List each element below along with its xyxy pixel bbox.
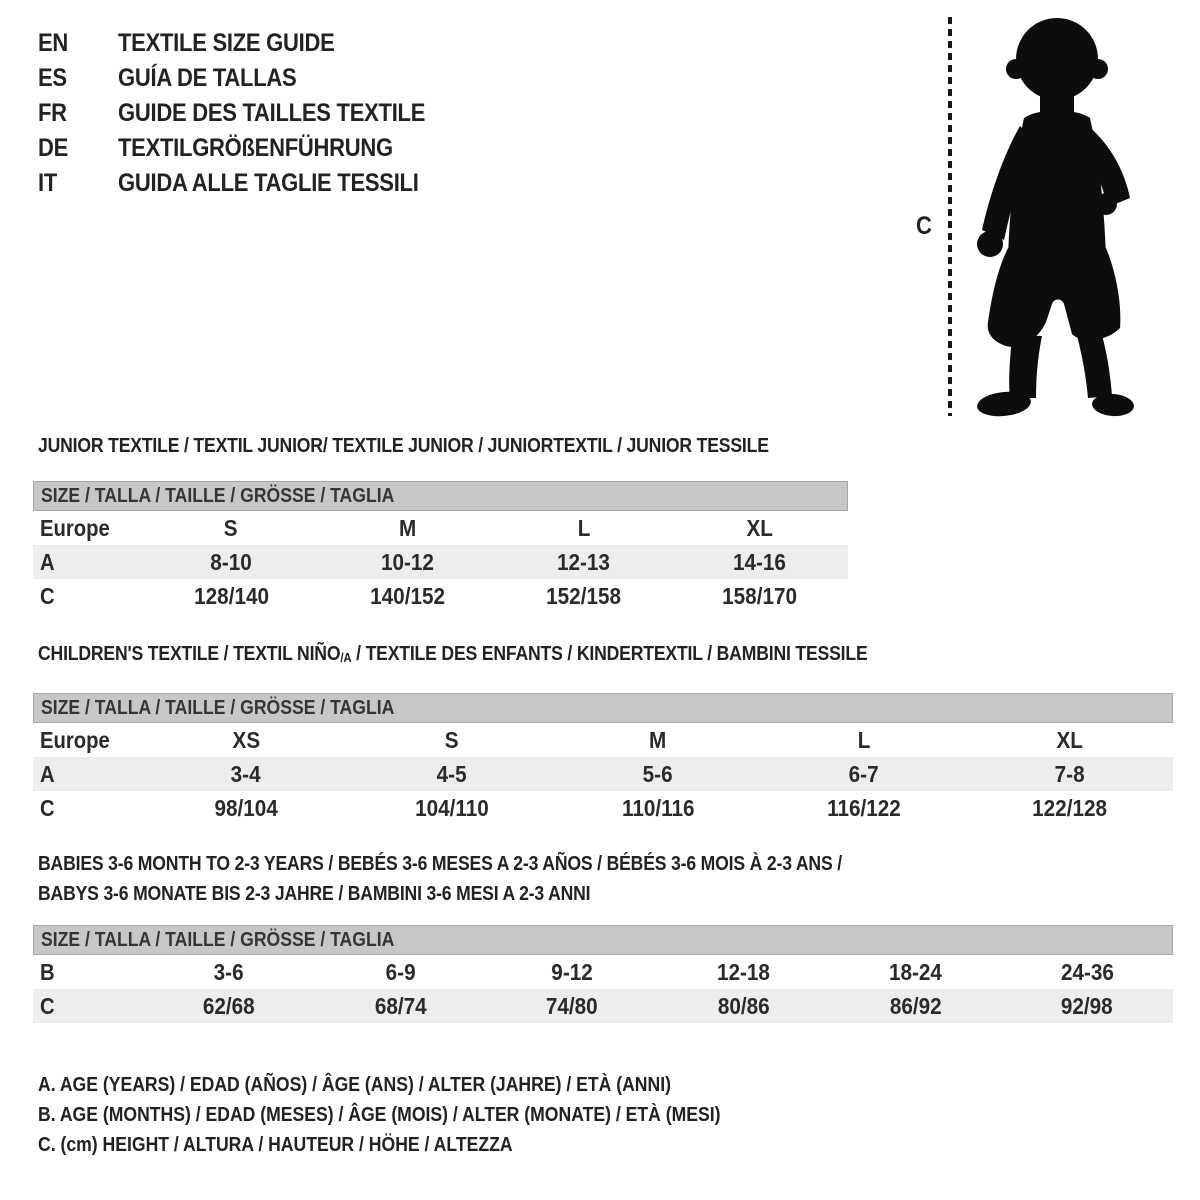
baby-hand-right — [1095, 193, 1117, 215]
children-title-after: / TEXTILE DES ENFANTS / KINDERTEXTIL / BAMBINI TESSILE — [351, 643, 868, 665]
junior-size-table — [33, 481, 848, 613]
row-label: Europe — [40, 727, 110, 753]
baby-silhouette — [966, 14, 1138, 420]
babies-title-line-1: BABIES 3-6 MONTH TO 2-3 YEARS / BEBÉS 3-6 MESES A 2-3 AÑOS / BÉBÉS 3-6 MOIS À 2-3 ANS / — [38, 853, 842, 875]
table-row — [33, 579, 848, 613]
size-cell: 140/152 — [369, 583, 445, 609]
measure-legend — [38, 1070, 814, 1160]
size-cell: 92/98 — [1061, 993, 1114, 1019]
lang-code: ES — [38, 64, 67, 92]
table-row — [33, 723, 1173, 757]
babies-title-line-2: BABYS 3-6 MONATE BIS 2-3 JAHRE / BAMBINI 3-6 MESI A 2-3 ANNI — [38, 883, 591, 905]
row-label: B — [40, 959, 55, 985]
lang-code: DE — [38, 134, 69, 162]
size-cell: 6-7 — [849, 761, 879, 787]
size-cell: 74/80 — [546, 993, 599, 1019]
children-section-title-text — [38, 642, 868, 670]
height-measure-label: C — [916, 212, 932, 240]
junior-section-title-text: JUNIOR TEXTILE / TEXTIL JUNIOR/ TEXTILE JUNIOR / JUNIORTEXTIL / JUNIOR TESSILE — [38, 435, 769, 457]
size-header-bar — [33, 693, 1173, 723]
legend-line-b: B. AGE (MONTHS) / EDAD (MESES) / ÂGE (MOIS) / ALTER (MONATE) / ETÀ (MESI) — [38, 1104, 721, 1126]
size-cell: 9-12 — [551, 959, 593, 985]
size-header-bar — [33, 481, 848, 511]
children-title-sub: /A — [340, 650, 352, 665]
junior-section-title — [33, 434, 868, 458]
table-row — [33, 757, 1173, 791]
size-cell: 24-36 — [1060, 959, 1114, 985]
size-cell: L — [857, 727, 871, 753]
children-size-table — [33, 693, 1173, 825]
guide-title-it: GUIDA ALLE TAGLIE TESSILI — [118, 169, 419, 197]
height-measure-dashed-line — [948, 17, 952, 416]
size-cell: 18-24 — [889, 959, 942, 985]
row-label: Europe — [40, 515, 110, 541]
size-cell: 158/170 — [722, 583, 798, 609]
babies-section-title — [33, 849, 1173, 909]
size-cell: 80/86 — [717, 993, 770, 1019]
row-label: C — [40, 993, 55, 1019]
size-cell: 3-6 — [213, 959, 244, 985]
baby-ear-left — [1006, 59, 1026, 79]
size-header-bar — [33, 925, 1173, 955]
size-cell: 14-16 — [733, 549, 787, 575]
size-cell: 104/110 — [415, 795, 489, 821]
legend-line-a: A. AGE (YEARS) / EDAD (AÑOS) / ÂGE (ANS) / ALTER (JAHRE) / ETÀ (ANNI) — [38, 1074, 671, 1096]
size-cell: 62/68 — [202, 993, 255, 1019]
size-cell: 86/92 — [889, 993, 942, 1019]
baby-leg-right — [1076, 328, 1112, 398]
children-title-before: CHILDREN'S TEXTILE / TEXTIL NIÑO — [38, 643, 341, 665]
size-cell: 152/158 — [546, 583, 622, 609]
babies-size-table — [33, 925, 1173, 1023]
lang-code: IT — [38, 169, 58, 197]
size-cell: M — [398, 515, 416, 541]
baby-ear-right — [1088, 59, 1108, 79]
row-label: C — [40, 583, 55, 609]
guide-title-fr: GUIDE DES TAILLES TEXTILE — [118, 99, 426, 127]
size-header-text: SIZE / TALLA / TAILLE / GRÖSSE / TAGLIA — [41, 929, 395, 951]
size-cell: S — [224, 515, 239, 541]
lang-code: EN — [38, 29, 69, 57]
size-cell: M — [649, 727, 667, 753]
lang-row-fr — [38, 96, 467, 131]
size-cell: 6-9 — [385, 959, 416, 985]
size-cell: XS — [232, 727, 260, 753]
lang-row-en — [38, 26, 467, 61]
baby-leg-left — [1009, 336, 1042, 398]
baby-hand-left — [977, 231, 1003, 257]
size-cell: 98/104 — [214, 795, 278, 821]
size-cell: 8-10 — [210, 549, 252, 575]
size-cell: L — [577, 515, 590, 541]
lang-row-de — [38, 131, 467, 166]
size-header-text: SIZE / TALLA / TAILLE / GRÖSSE / TAGLIA — [41, 485, 395, 507]
table-row — [33, 791, 1173, 825]
size-cell: 7-8 — [1055, 761, 1085, 787]
children-textile-section — [33, 642, 1173, 825]
size-cell: XL — [1056, 727, 1084, 753]
size-cell: 12-13 — [557, 549, 611, 575]
size-cell: 110/116 — [621, 795, 695, 821]
baby-head — [1016, 18, 1098, 100]
legend-line-c: C. (cm) HEIGHT / ALTURA / HAUTEUR / HÖHE / ALTEZZA — [38, 1134, 513, 1156]
size-cell: 128/140 — [193, 583, 269, 609]
language-title-block — [38, 26, 467, 201]
lang-row-es — [38, 61, 467, 96]
size-header-text: SIZE / TALLA / TAILLE / GRÖSSE / TAGLIA — [41, 697, 395, 719]
size-cell: 10-12 — [380, 549, 434, 575]
size-cell: 116/122 — [827, 795, 901, 821]
junior-textile-section — [33, 434, 868, 613]
babies-textile-section — [33, 849, 1173, 1023]
table-row — [33, 989, 1173, 1023]
row-label: A — [40, 549, 55, 575]
children-section-title — [33, 642, 1173, 670]
size-cell: 5-6 — [643, 761, 673, 787]
size-cell: 122/128 — [1032, 795, 1108, 821]
size-cell: S — [445, 727, 459, 753]
table-row — [33, 955, 1173, 989]
size-cell: XL — [746, 515, 774, 541]
table-row — [33, 545, 848, 579]
guide-title-en: TEXTILE SIZE GUIDE — [118, 29, 335, 57]
size-cell: 3-4 — [231, 761, 261, 787]
size-cell: 68/74 — [374, 993, 427, 1019]
guide-title-es: GUÍA DE TALLAS — [118, 64, 297, 92]
size-cell: 12-18 — [717, 959, 771, 985]
lang-code: FR — [38, 99, 67, 127]
row-label: A — [40, 761, 55, 787]
guide-title-de: TEXTILGRÖßENFÜHRUNG — [118, 134, 393, 162]
table-row — [33, 511, 848, 545]
size-cell: 4-5 — [437, 761, 467, 787]
lang-row-it — [38, 166, 467, 201]
row-label: C — [40, 795, 55, 821]
